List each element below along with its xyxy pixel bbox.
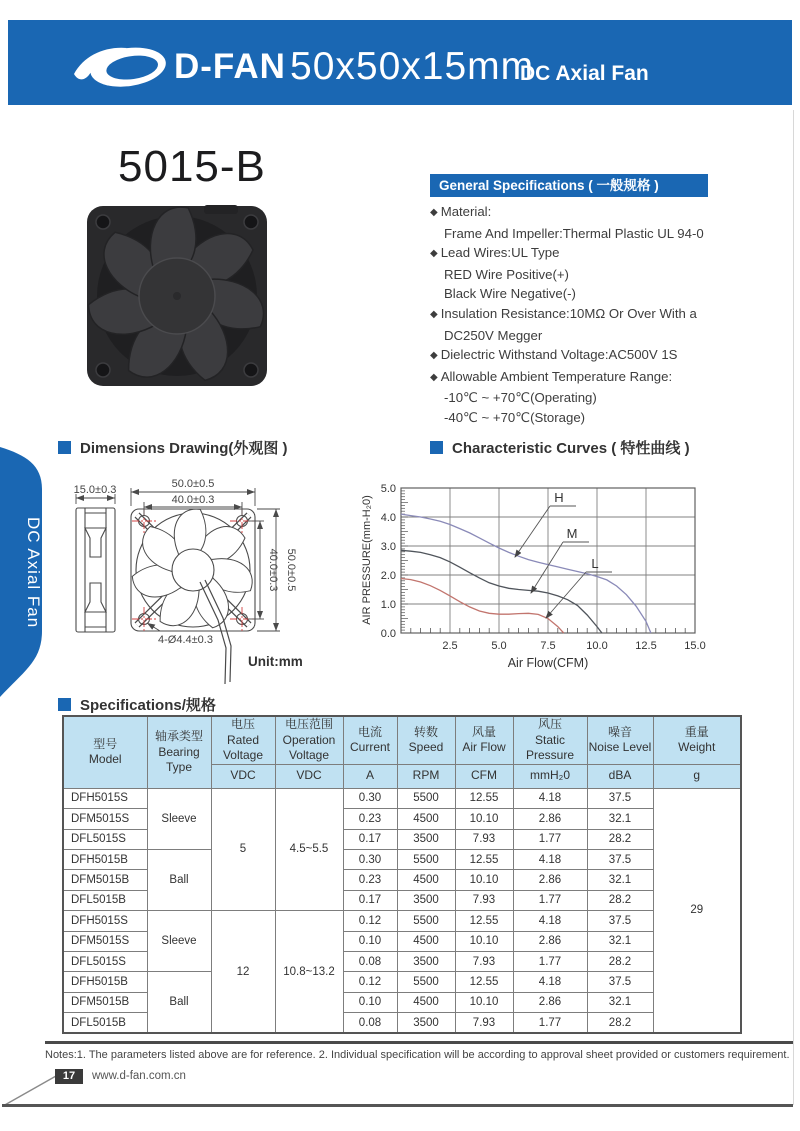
table-cell: 5500 xyxy=(397,849,455,869)
table-cell: 37.5 xyxy=(587,849,653,869)
table-cell: 5500 xyxy=(397,911,455,931)
section-curves-label: Characteristic Curves ( 特性曲线 ) xyxy=(452,440,690,457)
x-tick-label: 7.5 xyxy=(540,640,556,652)
section-specifications-label: Specifications/规格 xyxy=(80,697,216,714)
dim-hole-spacing-v: 40.0±0.3 xyxy=(267,548,279,592)
table-cell: 3500 xyxy=(397,1013,455,1033)
table-cell: 0.12 xyxy=(343,972,397,992)
website-text: www.d-fan.com.cn xyxy=(92,1070,186,1082)
diamond-bullet-icon: ◆ xyxy=(430,308,438,320)
table-cell: 4500 xyxy=(397,931,455,951)
section-dimensions-label: Dimensions Drawing(外观图 ) xyxy=(80,440,288,457)
x-tick-label: 2.5 xyxy=(442,640,458,652)
dim-width: 50.0±0.5 xyxy=(171,478,215,490)
table-cell: 0.08 xyxy=(343,951,397,971)
table-cell: Sleeve xyxy=(147,788,211,849)
table-cell: 2.86 xyxy=(513,931,587,951)
table-cell: 4500 xyxy=(397,870,455,890)
table-cell: DFL5015S xyxy=(63,951,147,971)
col-header: 电压 Rated Voltage xyxy=(211,716,275,764)
table-cell: 0.08 xyxy=(343,1013,397,1033)
table-cell: 37.5 xyxy=(587,972,653,992)
product-model-title: 5015-B xyxy=(118,142,266,191)
curve-label-H: H xyxy=(554,490,564,505)
y-tick-label: 1.0 xyxy=(380,599,396,611)
header-subtitle: DC Axial Fan xyxy=(520,62,649,85)
table-cell: 32.1 xyxy=(587,992,653,1012)
table-cell: 0.10 xyxy=(343,992,397,1012)
side-tab-label: DC Axial Fan xyxy=(24,517,43,629)
table-cell: 2.86 xyxy=(513,992,587,1012)
table-cell: 28.2 xyxy=(587,951,653,971)
chart-xlabel: Air Flow(CFM) xyxy=(507,656,589,670)
col-header: 型号 Model xyxy=(63,716,147,788)
footer-notes: Notes:1. The parameters listed above are for reference. 2. Individual specification will be according to approval sheet provided or customers requirement. xyxy=(45,1049,790,1061)
y-tick-label: 2.0 xyxy=(380,570,396,582)
section-square-icon xyxy=(58,441,71,454)
col-header: 转数 Speed xyxy=(397,716,455,764)
col-unit: VDC xyxy=(275,764,343,788)
table-cell: 28.2 xyxy=(587,829,653,849)
diamond-bullet-icon: ◆ xyxy=(430,248,438,260)
diamond-bullet-icon: ◆ xyxy=(430,350,438,362)
table-row xyxy=(63,911,741,931)
spec-item: RED Wire Positive(+) xyxy=(444,266,569,282)
table-cell: 7.93 xyxy=(455,951,513,971)
table-row xyxy=(63,788,741,808)
y-tick-label: 0.0 xyxy=(380,628,396,640)
table-cell: DFH5015B xyxy=(63,972,147,992)
table-cell: 0.17 xyxy=(343,890,397,910)
table-cell: 4500 xyxy=(397,992,455,1012)
y-tick-label: 5.0 xyxy=(380,483,396,495)
spec-item: DC250V Megger xyxy=(444,327,543,343)
table-cell: 12.55 xyxy=(455,788,513,808)
x-tick-label: 15.0 xyxy=(684,640,706,652)
table-cell: 28.2 xyxy=(587,1013,653,1033)
table-cell: 4.18 xyxy=(513,788,587,808)
spec-item: Frame And Impeller:Thermal Plastic UL 94-0 xyxy=(444,225,704,241)
table-cell: 12.55 xyxy=(455,972,513,992)
col-header: 风量 Air Flow xyxy=(455,716,513,764)
table-cell: 10.10 xyxy=(455,809,513,829)
col-header: 轴承类型 Bearing Type xyxy=(147,716,211,788)
col-header: 电压范围 Operation Voltage xyxy=(275,716,343,764)
col-unit: A xyxy=(343,764,397,788)
table-cell: 1.77 xyxy=(513,951,587,971)
table-cell: DFH5015S xyxy=(63,911,147,931)
general-specs-title: General Specifications ( 一般规格 ) xyxy=(430,174,708,197)
table-cell: 12 xyxy=(211,911,275,1033)
x-tick-label: 10.0 xyxy=(586,640,608,652)
characteristic-curves-chart xyxy=(356,460,736,695)
col-unit: dBA xyxy=(587,764,653,788)
table-cell: DFM5015B xyxy=(63,992,147,1012)
col-unit: VDC xyxy=(211,764,275,788)
col-unit: CFM xyxy=(455,764,513,788)
table-cell: 32.1 xyxy=(587,809,653,829)
table-cell: DFH5015B xyxy=(63,849,147,869)
table-cell: 0.10 xyxy=(343,931,397,951)
table-cell: 1.77 xyxy=(513,1013,587,1033)
page-bottom-rule xyxy=(2,1104,793,1107)
table-cell: DFM5015B xyxy=(63,870,147,890)
table-cell: 3500 xyxy=(397,951,455,971)
brand-text: D-FAN xyxy=(174,47,286,86)
table-cell: 32.1 xyxy=(587,870,653,890)
table-cell: 5500 xyxy=(397,788,455,808)
curve-M xyxy=(401,550,602,633)
dim-hole-spacing-h: 40.0±0.3 xyxy=(171,494,215,506)
fan-product-photo xyxy=(86,205,268,387)
table-cell: 5 xyxy=(211,788,275,910)
curve-H xyxy=(401,514,651,633)
dim-thickness: 15.0±0.3 xyxy=(73,484,117,496)
table-cell: 12.55 xyxy=(455,911,513,931)
diamond-bullet-icon: ◆ xyxy=(430,371,438,383)
curve-L xyxy=(401,579,564,634)
dim-unit: Unit:mm xyxy=(248,654,303,669)
dfan-logo-icon xyxy=(72,41,172,93)
spec-item: ◆ Material: xyxy=(430,204,492,219)
table-cell: 10.10 xyxy=(455,870,513,890)
table-cell: DFL5015B xyxy=(63,890,147,910)
section-dimensions xyxy=(58,437,288,458)
table-row xyxy=(63,849,741,869)
y-tick-label: 4.0 xyxy=(380,512,396,524)
diamond-bullet-icon: ◆ xyxy=(430,207,438,218)
dim-hole-callout: 4-Ø4.4±0.3 xyxy=(158,634,213,646)
table-cell: Ball xyxy=(147,972,211,1033)
footer-divider xyxy=(45,1041,793,1044)
spec-item: ◆ Lead Wires:UL Type xyxy=(430,245,560,261)
table-cell: 4.18 xyxy=(513,849,587,869)
table-cell: 37.5 xyxy=(587,911,653,931)
curve-label-L: L xyxy=(591,556,599,571)
table-cell: 3500 xyxy=(397,829,455,849)
table-cell: DFM5015S xyxy=(63,931,147,951)
col-unit: mmH₂0 xyxy=(513,764,587,788)
table-cell: Ball xyxy=(147,849,211,910)
table-cell: 28.2 xyxy=(587,890,653,910)
col-header: 噪音 Noise Level xyxy=(587,716,653,764)
table-cell: 29 xyxy=(653,788,741,1033)
table-cell: 5500 xyxy=(397,972,455,992)
chart-ylabel: AIR PRESSURE(mm-H₂0) xyxy=(361,495,373,625)
table-cell: 2.86 xyxy=(513,870,587,890)
table-cell: 1.77 xyxy=(513,890,587,910)
table-cell: 10.10 xyxy=(455,931,513,951)
size-title: 50x50x15mm xyxy=(290,45,535,88)
dim-height: 50.0±0.5 xyxy=(285,548,297,592)
table-cell: DFH5015S xyxy=(63,788,147,808)
table-cell: 4.5~5.5 xyxy=(275,788,343,910)
table-cell: 10.8~13.2 xyxy=(275,911,343,1033)
table-cell: 0.17 xyxy=(343,829,397,849)
page-edge-line xyxy=(793,110,794,1105)
table-cell: 7.93 xyxy=(455,829,513,849)
table-cell: 37.5 xyxy=(587,788,653,808)
table-cell: Sleeve xyxy=(147,911,211,972)
table-cell: 0.30 xyxy=(343,849,397,869)
section-curves xyxy=(430,437,690,458)
spec-item: -10℃ ~ +70℃(Operating) xyxy=(444,390,597,406)
x-tick-label: 12.5 xyxy=(635,640,657,652)
table-cell: 2.86 xyxy=(513,809,587,829)
table-cell: 32.1 xyxy=(587,931,653,951)
table-cell: 3500 xyxy=(397,890,455,910)
col-header: 重量 Weight xyxy=(653,716,741,764)
dimensions-drawing xyxy=(52,470,397,705)
curve-label-M: M xyxy=(566,526,578,541)
y-tick-label: 3.0 xyxy=(380,541,396,553)
table-cell: 4500 xyxy=(397,809,455,829)
table-cell: 12.55 xyxy=(455,849,513,869)
col-unit: RPM xyxy=(397,764,455,788)
table-cell: DFL5015S xyxy=(63,829,147,849)
page-number-badge: 17 xyxy=(55,1069,83,1084)
table-cell: 4.18 xyxy=(513,972,587,992)
table-cell: 7.93 xyxy=(455,890,513,910)
spec-item: ◆ Insulation Resistance:10MΩ Or Over With a xyxy=(430,305,697,321)
table-cell: 0.12 xyxy=(343,911,397,931)
table-cell: 7.93 xyxy=(455,1013,513,1033)
side-tab xyxy=(0,445,44,707)
col-header: 电流 Current xyxy=(343,716,397,764)
specifications-table xyxy=(62,715,742,1034)
table-cell: 0.23 xyxy=(343,870,397,890)
table-cell: DFM5015S xyxy=(63,809,147,829)
table-cell: 0.30 xyxy=(343,788,397,808)
section-square-icon xyxy=(430,441,443,454)
col-unit: g xyxy=(653,764,741,788)
table-cell: DFL5015B xyxy=(63,1013,147,1033)
spec-item: -40℃ ~ +70℃(Storage) xyxy=(444,409,586,425)
table-row xyxy=(63,972,741,992)
spec-item: Black Wire Negative(-) xyxy=(444,286,576,302)
table-cell: 0.23 xyxy=(343,809,397,829)
spec-item: ◆ Allowable Ambient Temperature Range: xyxy=(430,368,673,384)
header-bar xyxy=(8,20,792,105)
table-cell: 10.10 xyxy=(455,992,513,1012)
spec-item: ◆ Dielectric Withstand Voltage:AC500V 1S xyxy=(430,347,678,363)
table-cell: 4.18 xyxy=(513,911,587,931)
table-cell: 1.77 xyxy=(513,829,587,849)
col-header: 风压 Static Pressure xyxy=(513,716,587,764)
x-tick-label: 5.0 xyxy=(491,640,507,652)
general-specs-list xyxy=(430,202,775,428)
